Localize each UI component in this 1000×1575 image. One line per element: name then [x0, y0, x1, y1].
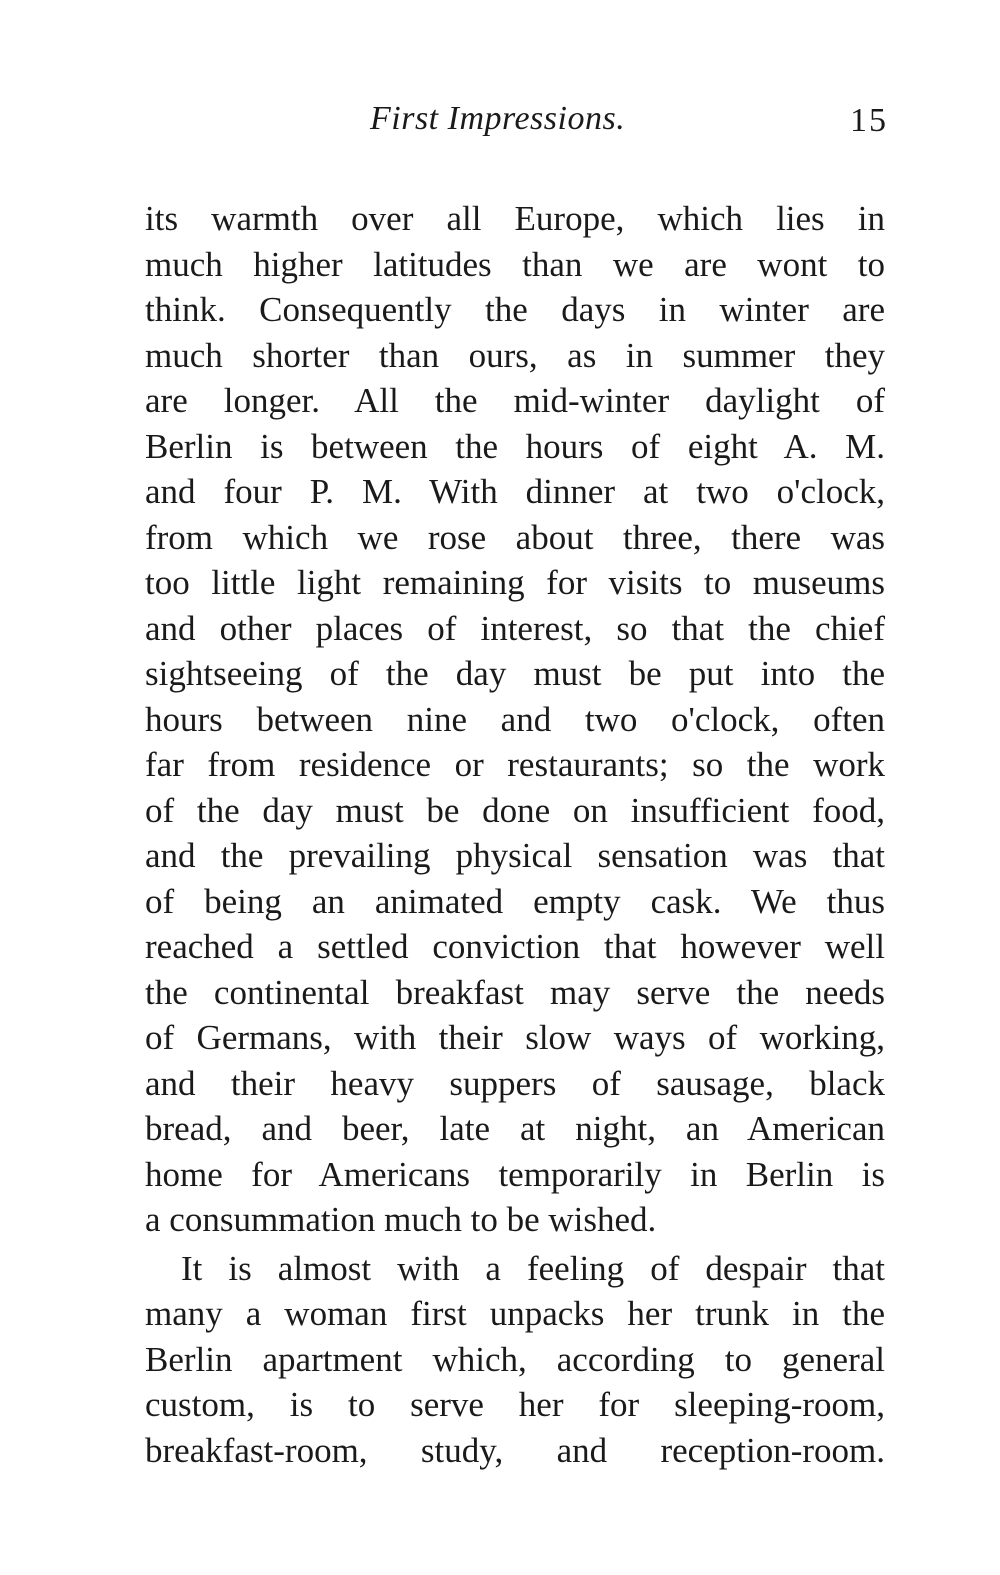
text-line: bread, and beer, late at night, an American	[145, 1109, 885, 1148]
text-line: are longer. All the mid-winter daylight of	[145, 381, 885, 420]
text-line: custom, is to serve her for sleeping-room,	[145, 1385, 885, 1424]
text-line: Berlin is between the hours of eight A. M.	[145, 426, 885, 466]
text-line: It is almost with a feeling of despair that	[181, 1248, 885, 1288]
text-line: from which we rose about three, there was	[145, 517, 885, 557]
paragraph-1	[145, 196, 885, 1243]
text-line: Berlin apartment which, according to general	[145, 1339, 885, 1379]
text-line: of Germans, with their slow ways of working,	[145, 1018, 885, 1057]
text-line: far from residence or restaurants; so the work	[145, 745, 885, 784]
text-line: much shorter than ours, as in summer they	[145, 335, 885, 375]
text-line: and four P. M. With dinner at two o'clock,	[145, 472, 885, 511]
text-line: too little light remaining for visits to museums	[145, 563, 885, 602]
text-line: reached a settled conviction that however well	[145, 927, 885, 966]
text-line: much higher latitudes than we are wont to	[145, 244, 885, 284]
text-line: breakfast-room, study, and reception-room.	[145, 1430, 885, 1470]
body-text	[145, 196, 885, 1473]
text-line: sightseeing of the day must be put into the	[145, 654, 885, 693]
text-line: and the prevailing physical sensation was that	[145, 836, 885, 875]
text-line: hours between nine and two o'clock, often	[145, 699, 885, 739]
text-line: and other places of interest, so that the chief	[145, 608, 885, 648]
text-line: of being an animated empty cask. We thus	[145, 881, 885, 921]
text-line: many a woman first unpacks her trunk in the	[145, 1294, 885, 1333]
page-number: 15	[850, 102, 888, 139]
text-line: and their heavy suppers of sausage, black	[145, 1063, 885, 1103]
paragraph-2	[145, 1246, 885, 1474]
text-line: a consummation much to be wished.	[145, 1200, 657, 1239]
text-line: home for Americans temporarily in Berlin is	[145, 1154, 885, 1194]
text-line: of the day must be done on insufficient food,	[145, 790, 885, 830]
text-line: the continental breakfast may serve the needs	[145, 972, 885, 1012]
running-title: First Impressions.	[370, 100, 626, 137]
text-line: think. Consequently the days in winter are	[145, 290, 885, 329]
text-line: its warmth over all Europe, which lies in	[145, 199, 885, 238]
